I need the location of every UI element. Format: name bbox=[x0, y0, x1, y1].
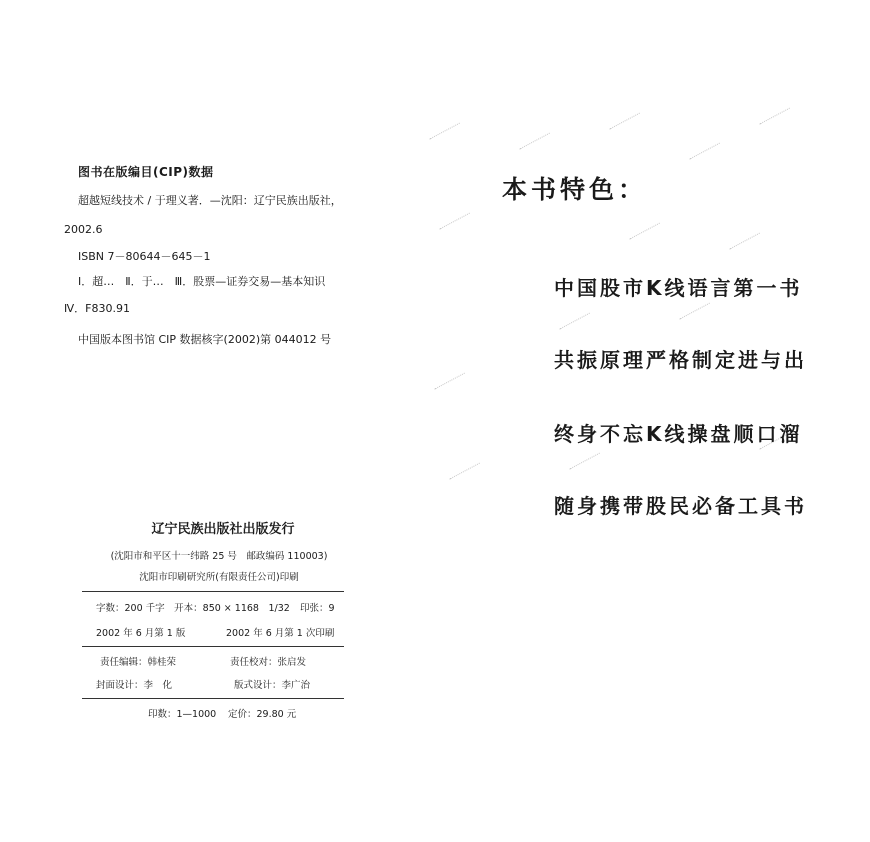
editor: 责任编辑：韩桂荣 bbox=[100, 657, 177, 668]
watermark-mark bbox=[559, 313, 594, 339]
watermark-mark bbox=[679, 303, 714, 329]
copyright-page bbox=[0, 0, 430, 842]
print-sheets: 印张：9 bbox=[300, 603, 335, 614]
watermark-mark bbox=[729, 233, 764, 259]
cip-title: 图书在版编目(CIP)数据 bbox=[78, 165, 214, 179]
watermark-mark bbox=[759, 108, 794, 134]
proofreader: 责任校对：张启发 bbox=[230, 657, 307, 668]
watermark-mark bbox=[439, 213, 474, 239]
publisher-address: (沈阳市和平区十一纬路 25 号 邮政编码 110003) bbox=[110, 551, 328, 562]
divider bbox=[82, 698, 344, 699]
cip-line-title-author: 超越短线技术 / 于理义著．—沈阳：辽宁民族出版社， bbox=[78, 194, 342, 207]
cip-line-record-number: 中国版本图书馆 CIP 数据核字(2002)第 044012 号 bbox=[78, 333, 332, 346]
features-title: 本书特色： bbox=[502, 175, 648, 204]
features-page bbox=[430, 0, 870, 842]
watermark-mark bbox=[434, 373, 469, 399]
watermark-mark bbox=[449, 463, 484, 489]
cip-line-classification: Ⅳ．F830.91 bbox=[64, 302, 130, 315]
edition: 2002 年 6 月第 1 版 bbox=[96, 628, 186, 639]
cover-designer: 封面设计：李 化 bbox=[96, 680, 173, 691]
watermark-mark bbox=[519, 133, 554, 159]
divider bbox=[82, 646, 344, 647]
layout-designer: 版式设计：李广治 bbox=[234, 680, 311, 691]
watermark-mark bbox=[429, 123, 464, 149]
watermark-mark bbox=[609, 113, 644, 139]
cip-line-isbn: ISBN 7－80644－645－1 bbox=[78, 250, 211, 263]
cip-line-subjects: Ⅰ．超… Ⅱ．于… Ⅲ．股票—证券交易—基本知识 bbox=[78, 275, 326, 288]
feature-item: 中国股市K线语言第一书 bbox=[554, 276, 803, 300]
cip-line-date: 2002.6 bbox=[64, 223, 103, 236]
divider bbox=[82, 591, 344, 592]
printer-name: 沈阳市印刷研究所(有限责任公司)印刷 bbox=[139, 572, 299, 583]
watermark-mark bbox=[629, 223, 664, 249]
feature-item: 共振原理严格制定进与出 bbox=[554, 348, 807, 372]
feature-item: 终身不忘K线操盘顺口溜 bbox=[554, 422, 803, 446]
publisher-title: 辽宁民族出版社出版发行 bbox=[151, 522, 295, 537]
printing: 2002 年 6 月第 1 次印刷 bbox=[226, 628, 335, 639]
watermark-mark bbox=[569, 453, 604, 479]
word-count-format: 字数：200 千字 开本：850 × 1168 1/32 bbox=[96, 603, 290, 614]
print-run: 印数：1—1000 bbox=[148, 709, 217, 720]
watermark-mark bbox=[689, 143, 724, 169]
price: 定价：29.80 元 bbox=[228, 709, 297, 720]
feature-item: 随身携带股民必备工具书 bbox=[554, 494, 807, 518]
